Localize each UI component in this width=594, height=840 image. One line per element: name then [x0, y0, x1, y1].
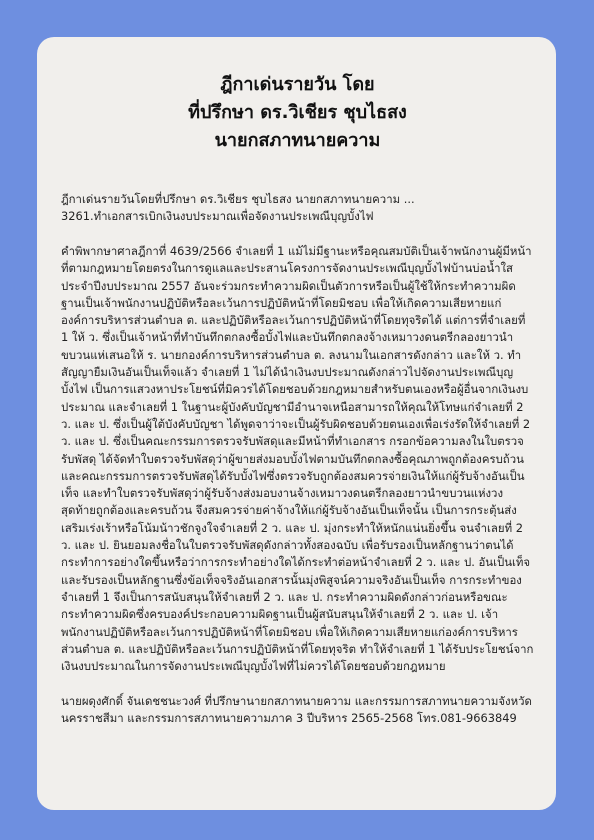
subject [61, 191, 534, 225]
judgment-body: คำพิพากษาศาลฎีกาที่ 4639/2566 จำเลยที่ 1 แม้ไม่มีฐานะหรือคุณสมบัติเป็นเจ้าพนักงานผู้มีหน้าที่ตามกฎหมายโดยตรงในการดูแลและประสานโครงการจัดงานประเพณีบุญบั้งไฟบ้านบ่อน้ำใส ประจำปีงบประมาณ 2557 อันจะร่วมกระทำความผิดเป็นตัวการหรือเป็นผู้ใช้ให้กระทำความผิดฐานเป็นเจ้าพนักงานปฏิบัติหรือละเว้นการปฏิบัติหน้าที่โดยมิชอบ เพื่อให้เกิดความเสียหายแก่องค์การบริหารส่วนตำบล ต. และปฏิบัติหรือละเว้นการปฏิบัติหน้าที่โดยทุจริตได้ แต่การที่จำเลยที่ 1 ให้ ว. ซึ่งเป็นเจ้าหน้าที่ทำบันทึกตกลงซื้อบั้งไฟและบันทึกตกลงจ้างเหมาวงดนตรีกลองยาวนำขบวนแห่เสนอให้ ร. นายกองค์การบริหารส่วนตำบล ต. ลงนามในเอกสารดังกล่าว และให้ ว. ทำสัญญายืมเงินอันเป็นเท็จแล้ว จำเลยที่ 1 ไม่ได้นำเงินงบประมาณดังกล่าวไปจัดงานประเพณีบุญบั้งไฟ เป็นการแสวงหาประโยชน์ที่มิควรได้โดยชอบด้วยกฎหมายสำหรับตนเองหรือผู้อื่นจากเงินงบประมาณ และจำเลยที่ 1 ในฐานะผู้บังคับบัญชามีอำนาจเหนือสามารถให้คุณให้โทษแก่จำเลยที่ 2 ว. และ ป. ซึ่งเป็นผู้ใต้บังคับบัญชา ได้พูดจาว่าจะเป็นผู้รับผิดชอบด้วยตนเองเพื่อเร่งรัดให้จำเลยที่ 2 ว. และ ป. ซึ่งเป็นคณะกรรมการตรวจรับพัสดุและมีหน้าที่ทำเอกสาร กรอกข้อความลงในใบตรวจรับพัสดุ ได้จัดทำใบตรวจรับพัสดุว่าผู้ขายส่งมอบบั้งไฟตามบันทึกตกลงซื้อคุณภาพถูกต้องครบถ้วนและคณะกรรมการตรวจรับพัสดุได้รับบั้งไฟซึ่งตรวจรับถูกต้องสมควรจ่ายเงินให้แก่ผู้รับจ้างอันเป็นเท็จ และทำใบตรวจรับพัสดุว่าผู้รับจ้างส่งมอบงานจ้างเหมาวงดนตรีกลองยาวนำขบวนแห่งวงสุดท้ายถูกต้องและครบถ้วน จึงสมควรจ่ายค่าจ้างให้แก่ผู้รับจ้างอันเป็นเท็จนั้น เป็นการกระตุ้นส่งเสริมเร่งเร้าหรือโน้มน้าวชักจูงใจจำเลยที่ 2 ว. และ ป. มุ่งกระทำให้หนักแน่นยิ่งขึ้น จนจำเลยที่ 2 ว. และ ป. ยินยอมลงชื่อในใบตรวจรับพัสดุดังกล่าวทั้งสองฉบับ เพื่อรับรองเป็นหลักฐานว่าตนได้กระทำการอย่างใดขึ้นหรือว่าการกระทำอย่างใดได้กระทำต่อหน้าจำเลยที่ 2 ว. และ ป. อันเป็นเท็จและรับรองเป็นหลักฐานซึ่งข้อเท็จจริงอันเอกสารนั้นมุ่งพิสูจน์ความจริงอันเป็นเท็จ การกระทำของจำเลยที่ 1 จึงเป็นการสนับสนุนให้จำเลยที่ 2 ว. และ ป. กระทำความผิดดังกล่าวก่อนหรือขณะกระทำความผิดซึ่งครบองค์ประกอบความผิดฐานเป็นผู้สนับสนุนให้จำเลยที่ 2 ว. และ ป. เจ้าพนักงานปฏิบัติหรือละเว้นการปฏิบัติหน้าที่โดยมิชอบ เพื่อให้เกิดความเสียหายแก่องค์การบริหารส่วนตำบล ต. และปฏิบัติหรือละเว้นการปฏิบัติหน้าที่โดยทุจริต ทำให้จำเลยที่ 1 ได้รับประโยชน์จากเงินงบประมาณในการจัดงานประเพณีบุญบั้งไฟที่ไม่ควรได้โดยชอบด้วยกฎหมาย [61, 244, 534, 674]
subject-line-1: ฎีกาเด่นรายวันโดยที่ปรึกษา ดร.วิเชียร ชุบไธสง นายกสภาทนายความ ... [61, 192, 415, 206]
title-block [61, 71, 534, 155]
author-credit: นายผดุงศักดิ์ จันเดชชนะวงศ์ ที่ปรึกษานายกสภาทนายความ และกรรมการสภาทนายความจังหวัดนครราชสีมา และกรรมการสภาทนายความภาค 3 ปีบริหาร 2565-2568 โทร.081-9663849 [61, 694, 532, 726]
title-line-3: นายกสภาทนายความ [214, 130, 381, 151]
title-line-1: ฎีกาเด่นรายวัน โดย [220, 74, 375, 95]
subject-line-2: 3261.ทำเอกสารเบิกเงินงบประมาณเพื่อจัดงานประเพณีบุญบั้งไฟ [61, 209, 374, 223]
content-card [37, 37, 556, 810]
title-line-2: ที่ปรึกษา ดร.วิเชียร ชุบไธสง [188, 102, 407, 123]
